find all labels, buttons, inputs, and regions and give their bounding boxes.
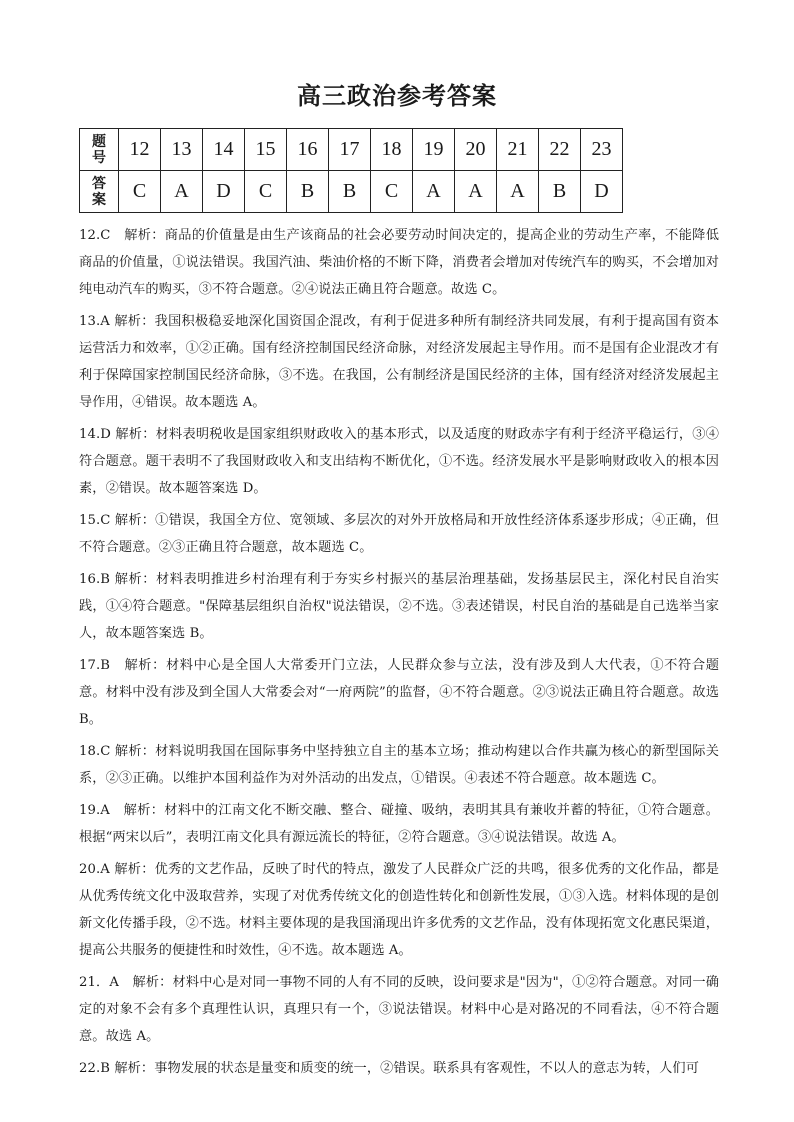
question-number-cell: 21	[497, 129, 539, 171]
answer-cell: B	[329, 171, 371, 213]
answer-cell: C	[245, 171, 287, 213]
explanation-paragraph: 20.A 解析：优秀的文艺作品，反映了时代的特点，激发了人民群众广泛的共鸣，很多优秀的文化作品，都是从优秀传统文化中汲取营养，实现了对优秀传统文化的创造性转化和创新性发展，①③入选。材料体现的是创新文化传播手段，②不选。材料主要体现的是我国涌现出许多优秀的文艺作品，没有体现拓宽文化惠民渠道，提高公共服务的便捷性和时效性，④不选。故本题选 A。	[79, 862, 719, 958]
explanation-paragraph: 19.A 解析：材料中的江南文化不断交融、整合、碰撞、吸纳，表明其具有兼收并蓄的特征，①符合题意。根据“两宋以后”，表明江南文化具有源远流长的特征，②符合题意。③④说法错误。故选 A。	[79, 803, 719, 845]
question-number-cell: 18	[371, 129, 413, 171]
question-number-cell: 15	[245, 129, 287, 171]
question-number-row	[80, 129, 623, 171]
question-number-cell: 23	[581, 129, 623, 171]
question-number-cell: 14	[203, 129, 245, 171]
question-number-cell: 22	[539, 129, 581, 171]
question-number-cell: 12	[119, 129, 161, 171]
answer-cell: A	[161, 171, 203, 213]
question-number-cell: 20	[455, 129, 497, 171]
explanations-list	[79, 222, 719, 1087]
question-number-header: 题 号	[80, 129, 119, 171]
answer-cell: A	[497, 171, 539, 213]
answer-cell: B	[287, 171, 329, 213]
explanation-paragraph: 21．A 解析：材料中心是对同一事物不同的人有不同的反映，设问要求是"因为"，①②符合题意。对同一确定的对象不会有多个真理性认识，真理只有一个，③说法错误。材料中心是对路况的不同看法，④不符合题意。故选 A。	[79, 975, 719, 1044]
answer-row	[80, 171, 623, 213]
answer-cell: B	[539, 171, 581, 213]
question-number-cell: 17	[329, 129, 371, 171]
page-title: 高三政治参考答案	[297, 82, 497, 110]
answer-cell: D	[581, 171, 623, 213]
answer-cell: A	[413, 171, 455, 213]
question-number-cell: 19	[413, 129, 455, 171]
explanation-paragraph: 18.C 解析：材料说明我国在国际事务中坚持独立自主的基本立场；推动构建以合作共赢为核心的新型国际关系，②③正确。以维护本国利益作为对外活动的出发点，①错误。④表述不符合题意。故本题选 C。	[79, 744, 719, 786]
explanation-paragraph: 15.C 解析：①错误，我国全方位、宽领域、多层次的对外开放格局和开放性经济体系逐步形成；④正确，但不符合题意。②③正确且符合题意，故本题选 C。	[79, 513, 719, 555]
explanation-paragraph: 13.A 解析：我国积极稳妥地深化国资国企混改，有利于促进多种所有制经济共同发展，有利于提高国有资本运营活力和效率，①②正确。国有经济控制国民经济命脉，对经济发展起主导作用。而不是国有企业混改才有利于保障国家控制国民经济命脉，③不选。在我国，公有制经济是国民经济的主体，国有经济对经济发展起主导作用，④错误。故本题选 A。	[79, 314, 719, 410]
explanation-paragraph: 12.C 解析：商品的价值量是由生产该商品的社会必要劳动时间决定的，提高企业的劳动生产率，不能降低商品的价值量，①说法错误。我国汽油、柴油价格的不断下降，消费者会增加对传统汽车的购买，不会增加对纯电动汽车的购买，③不符合题意。②④说法正确且符合题意。故选 C。	[79, 228, 719, 297]
answer-cell: A	[455, 171, 497, 213]
explanation-paragraph: 22.B 解析：事物发展的状态是量变和质变的统一，②错误。联系具有客观性，不以人的意志为转，人们可	[79, 1061, 700, 1076]
question-number-cell: 13	[161, 129, 203, 171]
explanation-paragraph: 16.B 解析：材料表明推进乡村治理有利于夯实乡村振兴的基层治理基础，发扬基层民主，深化村民自治实践，①④符合题意。"保障基层组织自治权"说法错误，②不选。③表述错误，村民自治的基础是自己选举当家人，故本题答案选 B。	[79, 572, 719, 641]
explanation-paragraph: 17.B 解析：材料中心是全国人大常委开门立法，人民群众参与立法，没有涉及到人大代表，①不符合题意。材料中没有涉及到全国人大常委会对“一府两院”的监督，④不符合题意。②③说法正确且符合题意。故选 B。	[79, 658, 719, 727]
answer-cell: D	[203, 171, 245, 213]
answer-table	[79, 128, 623, 213]
answer-cell: C	[371, 171, 413, 213]
question-number-cell: 16	[287, 129, 329, 171]
answer-cell: C	[119, 171, 161, 213]
answer-header: 答 案	[80, 171, 119, 213]
explanation-paragraph: 14.D 解析：材料表明税收是国家组织财政收入的基本形式，以及适度的财政赤字有利于经济平稳运行，③④符合题意。题干表明不了我国财政收入和支出结构不断优化，①不选。经济发展水平是影响财政收入的根本因素，②错误。故本题答案选 D。	[79, 427, 719, 496]
